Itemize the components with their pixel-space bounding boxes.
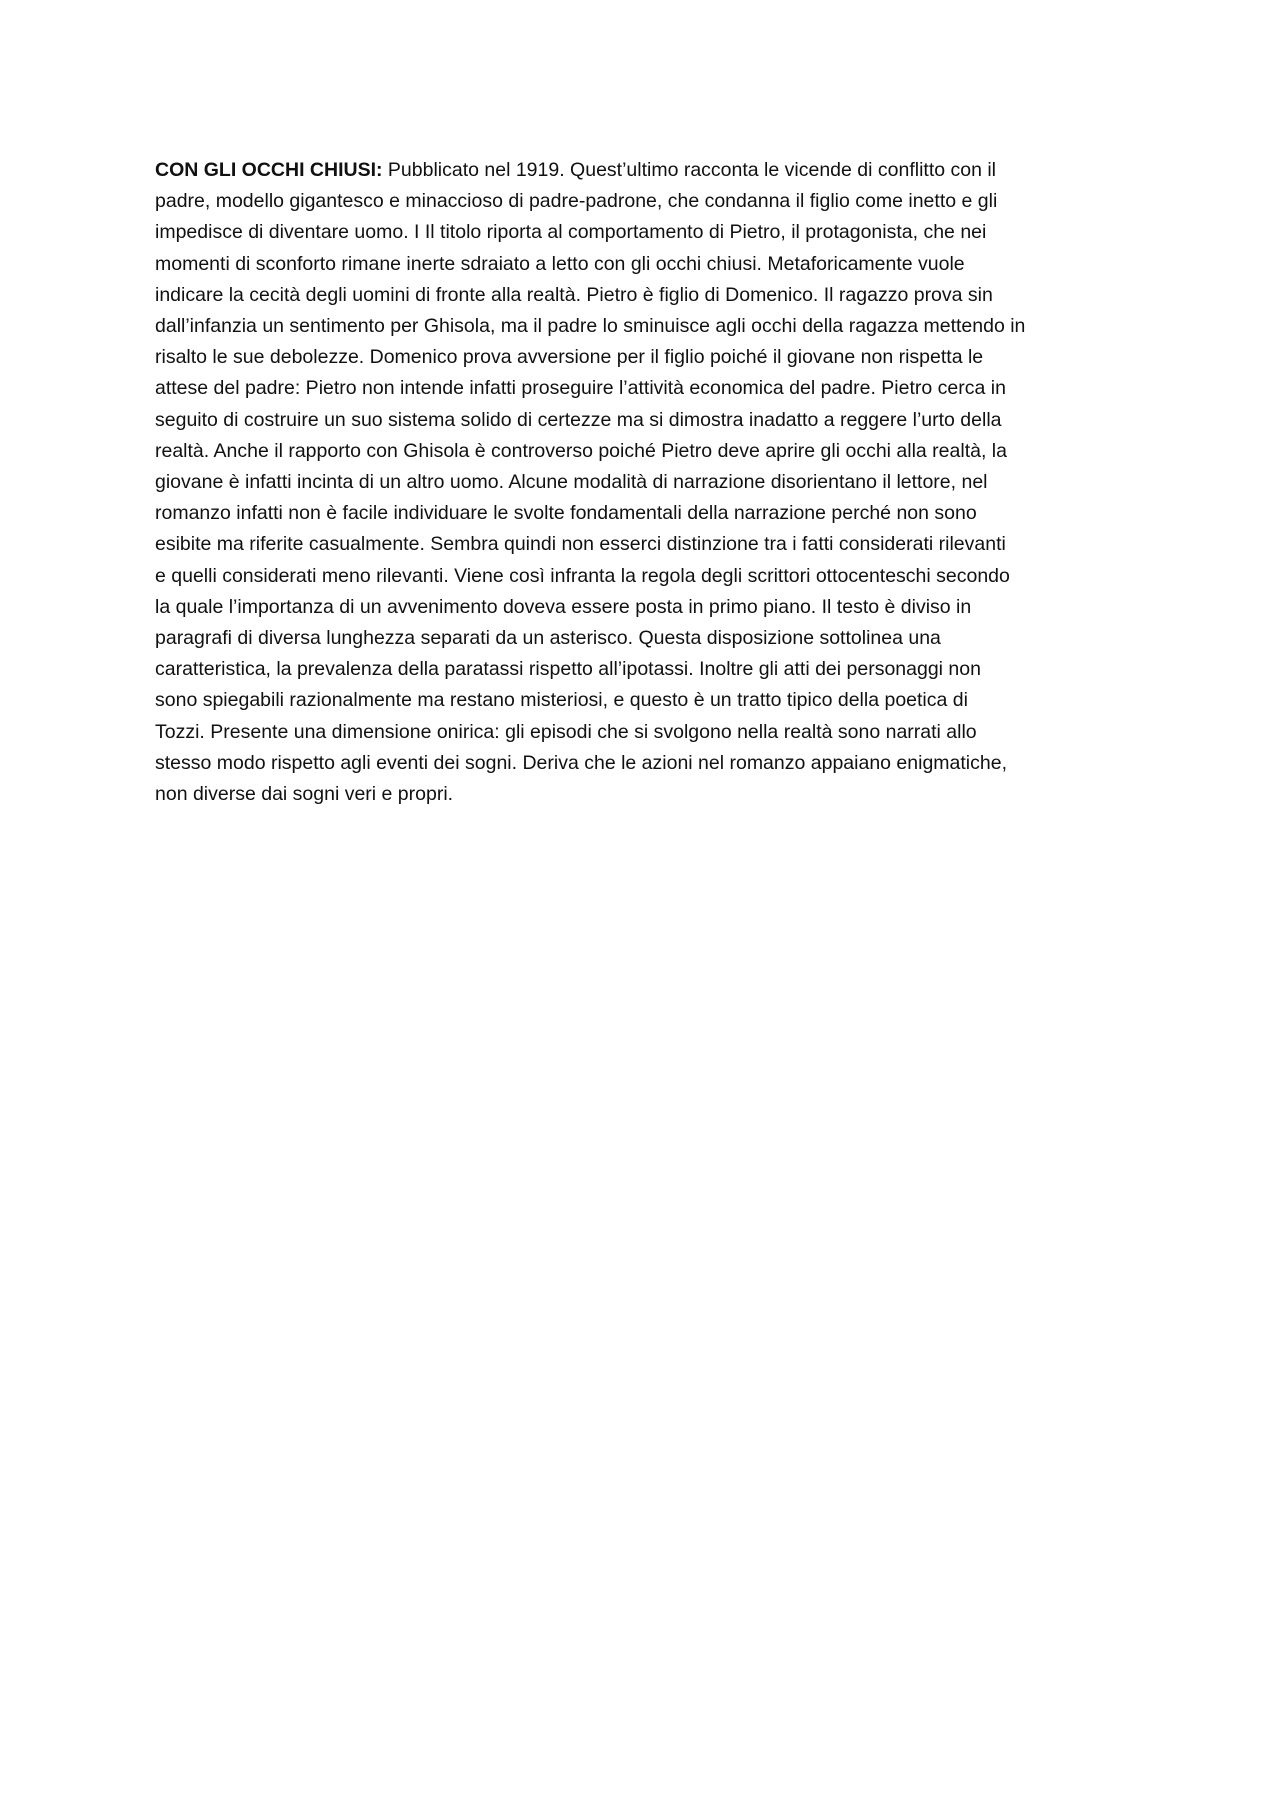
text-line-21: non diverse dai sogni veri e propri. [155, 783, 454, 806]
text-line-17: caratteristica, la prevalenza della paratassi rispetto all’ipotassi. Inoltre gli atti dei personaggi non [155, 658, 981, 681]
text-line-7: risalto le sue debolezze. Domenico prova avversione per il figlio poiché il giovane non rispetta le [155, 346, 984, 369]
text-line-1-rest: Pubblicato nel 1919. Quest’ultimo racconta le vicende di conflitto con il [382, 159, 997, 181]
document-body [155, 155, 1135, 810]
text-line-14: e quelli considerati meno rilevanti. Viene così infranta la regola degli scrittori ottocenteschi secondo [155, 564, 1010, 587]
text-line-15: la quale l’importanza di un avvenimento doveva essere posta in primo piano. Il testo è diviso in [155, 595, 972, 618]
text-line-8: attese del padre: Pietro non intende infatti proseguire l’attività economica del padre. Pietro cerca in [155, 377, 1006, 400]
text-line-16: paragrafi di diversa lunghezza separati da un asterisco. Questa disposizione sottolinea una [155, 627, 941, 650]
text-line-20: stesso modo rispetto agli eventi dei sogni. Deriva che le azioni nel romanzo appaiano enigmatiche, [155, 751, 1007, 774]
text-line-3: impedisce di diventare uomo. I Il titolo riporta al comportamento di Pietro, il protagonista, che nei [155, 221, 987, 244]
text-line-10: realtà. Anche il rapporto con Ghisola è controverso poiché Pietro deve aprire gli occhi alla realtà, la [155, 439, 1007, 462]
text-line-11: giovane è infatti incinta di un altro uomo. Alcune modalità di narrazione disorientano il lettore, nel [155, 471, 988, 494]
text-line-6: dall’infanzia un sentimento per Ghisola, ma il padre lo sminuisce agli occhi della ragazza mettendo in [155, 315, 1026, 338]
text-line-2: padre, modello gigantesco e minaccioso di padre-padrone, che condanna il figlio come inetto e gli [155, 190, 998, 213]
text-line-1 [155, 155, 1135, 186]
section-heading: CON GLI OCCHI CHIUSI: [155, 159, 383, 181]
text-line-4: momenti di sconforto rimane inerte sdraiato a letto con gli occhi chiusi. Metaforicamente vuole [155, 252, 965, 275]
text-line-19: Tozzi. Presente una dimensione onirica: gli episodi che si svolgono nella realtà sono narrati allo [155, 720, 977, 743]
text-line-9: seguito di costruire un suo sistema solido di certezze ma si dimostra inadatto a reggere l’urto della [155, 408, 1002, 431]
paragraph [155, 155, 1135, 810]
text-line-18: sono spiegabili razionalmente ma restano misteriosi, e questo è un tratto tipico della poetica di [155, 689, 968, 712]
text-line-12: romanzo infatti non è facile individuare le svolte fondamentali della narrazione perché non sono [155, 502, 977, 525]
text-line-5: indicare la cecità degli uomini di fronte alla realtà. Pietro è figlio di Domenico. Il ragazzo prova sin [155, 283, 993, 306]
text-line-13: esibite ma riferite casualmente. Sembra quindi non esserci distinzione tra i fatti considerati rilevanti [155, 533, 1006, 556]
